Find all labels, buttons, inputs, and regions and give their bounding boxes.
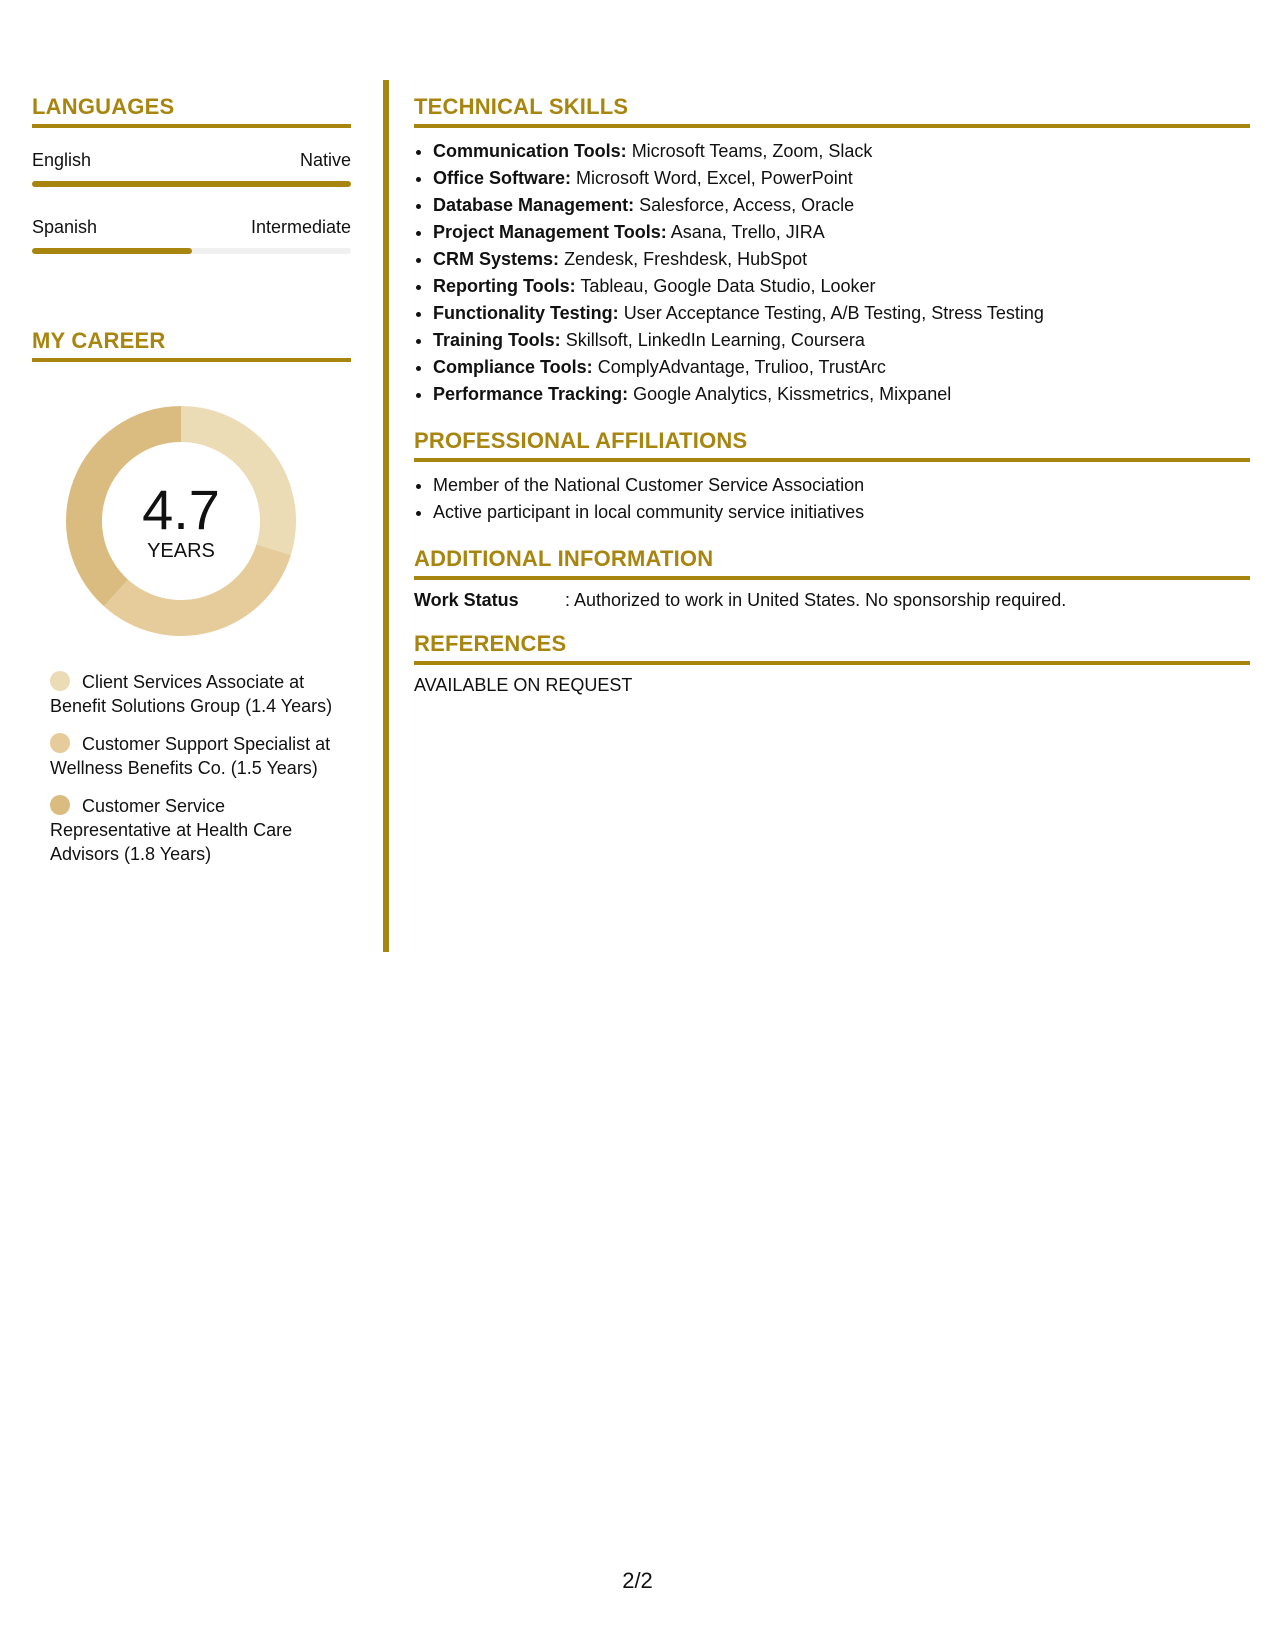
skill-value: Zendesk, Freshdesk, HubSpot (564, 249, 808, 269)
legend-item (50, 794, 340, 866)
career-years-unit: YEARS (147, 540, 215, 562)
right-column (414, 94, 1250, 696)
skill-item (433, 219, 1250, 246)
skill-item (433, 165, 1250, 192)
skill-item (433, 381, 1250, 408)
career-donut-center (66, 406, 296, 636)
references-text: AVAILABLE ON REQUEST (414, 675, 633, 695)
skill-label: Communication Tools: (433, 141, 627, 161)
skill-item (433, 300, 1250, 327)
languages-heading: LANGUAGES (32, 94, 351, 128)
skill-label: Functionality Testing: (433, 303, 619, 323)
work-status-value: : Authorized to work in United States. No sponsorship required. (565, 590, 1067, 610)
legend-dot-icon (50, 733, 70, 753)
language-level: Intermediate (250, 217, 351, 237)
skill-value: Skillsoft, LinkedIn Learning, Coursera (565, 330, 865, 350)
career-total-years: 4.7 (142, 478, 220, 541)
skill-item (433, 327, 1250, 354)
skill-label: Training Tools: (433, 330, 561, 350)
skill-label: Compliance Tools: (433, 357, 593, 377)
legend-item (50, 732, 340, 780)
left-column (32, 94, 351, 880)
language-bar-track (32, 248, 351, 254)
affiliation-item: • Active participant in local community service initiatives (433, 499, 1250, 526)
additional-info-heading: ADDITIONAL INFORMATION (414, 546, 1250, 580)
skill-value: Microsoft Word, Excel, PowerPoint (576, 168, 853, 188)
skill-label: Project Management Tools: (433, 222, 667, 242)
affiliation-item: • Member of the National Customer Service Association (433, 472, 1250, 499)
column-divider (383, 80, 389, 952)
skill-item (433, 138, 1250, 165)
skill-label: Performance Tracking: (433, 384, 629, 404)
references-heading: REFERENCES (414, 631, 1250, 665)
skill-value: Microsoft Teams, Zoom, Slack (631, 141, 873, 161)
work-status-label: Work Status (414, 590, 519, 610)
language-bar-fill (32, 181, 351, 187)
legend-label: Customer Support Specialist at Wellness Benefits Co. (1.5 Years) (50, 734, 331, 778)
skill-value: Google Analytics, Kissmetrics, Mixpanel (633, 384, 952, 404)
skill-item (433, 354, 1250, 381)
skill-item (433, 273, 1250, 300)
skill-label: Database Management: (433, 195, 635, 215)
legend-dot-icon (50, 795, 70, 815)
legend-label: Customer Service Representative at Health Care Advisors (1.8 Years) (50, 796, 293, 864)
skill-value: ComplyAdvantage, Trulioo, TrustArc (597, 357, 886, 377)
skill-value: Salesforce, Access, Oracle (639, 195, 855, 215)
skill-value: User Acceptance Testing, A/B Testing, Stress Testing (623, 303, 1044, 323)
technical-skills-heading: TECHNICAL SKILLS (414, 94, 1250, 128)
skill-value: Asana, Trello, JIRA (670, 222, 825, 242)
legend-item (50, 670, 340, 718)
career-donut-chart (66, 406, 296, 636)
language-bar-track (32, 181, 351, 187)
legend-dot-icon (50, 671, 70, 691)
technical-skills-list (414, 138, 1250, 408)
affiliations-heading: PROFESSIONAL AFFILIATIONS (414, 428, 1250, 462)
work-status-row (414, 590, 1250, 611)
language-item (32, 150, 351, 187)
career-legend (50, 670, 340, 866)
career-heading: MY CAREER (32, 328, 351, 362)
skill-item (433, 192, 1250, 219)
skill-label: CRM Systems: (433, 249, 560, 269)
language-item (32, 217, 351, 254)
language-bar-fill (32, 248, 192, 254)
skill-item (433, 246, 1250, 273)
skill-value: Tableau, Google Data Studio, Looker (580, 276, 876, 296)
language-name: Spanish (32, 217, 98, 237)
skill-label: Reporting Tools: (433, 276, 576, 296)
skill-label: Office Software: (433, 168, 572, 188)
language-name: English (32, 150, 92, 170)
page-number: 2/2 (622, 1568, 653, 1593)
language-level: Native (299, 150, 351, 170)
affiliations-list (414, 472, 1250, 526)
legend-label: Client Services Associate at Benefit Solutions Group (1.4 Years) (50, 672, 333, 716)
